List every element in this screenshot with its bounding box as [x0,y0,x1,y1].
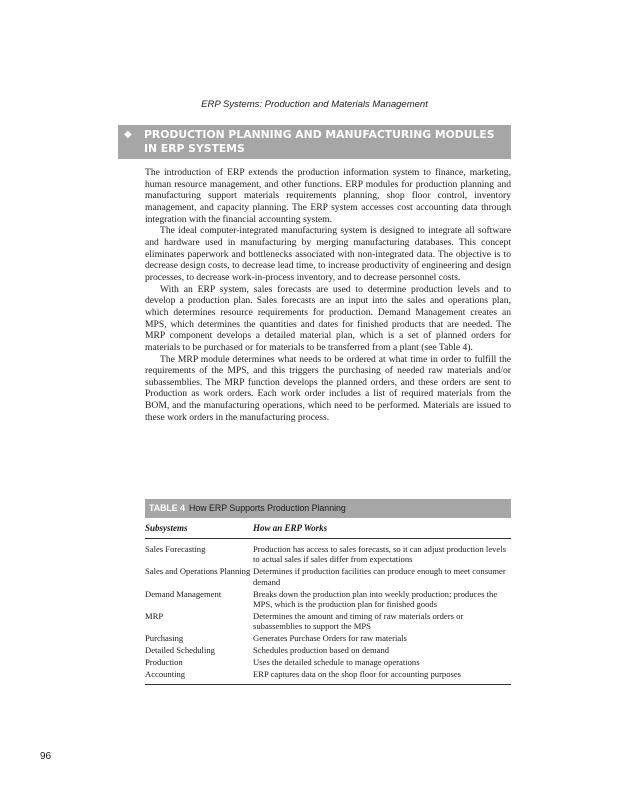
table-cell-subsystem: Sales and Operations Planning [145,566,251,577]
section-title-line-2: IN ERP SYSTEMS [144,142,245,155]
table-row [145,633,511,643]
table-cell-subsystem: MRP [145,610,164,621]
paragraph: The ideal computer-integrated manufacturing system is designed to integrate all software and hardware used in manufacturing by merging manufacturing databases. This concept eliminates paperwork and bottlenecks associated with non-integrated data. The objective is to decrease design costs, to decrease lead time, to increase productivity of engineering and design processes, to decrease work-in-process inventory, and to decrease personnel costs. [145,225,511,283]
table-row [145,611,511,632]
table-header-subsystems: Subsystems [145,523,188,533]
table-row [145,669,511,679]
table-cell-description: Breaks down the production plan into weekly production; produces the MPS, which is the production plan for finished goods [253,588,498,610]
running-head: ERP Systems: Production and Materials Management [201,99,428,110]
table-header [145,523,511,539]
table-cell-subsystem: Accounting [145,668,186,679]
table-row [145,589,511,610]
table-row [145,544,511,565]
page-number: 96 [40,751,52,762]
table-cell-subsystem: Detailed Scheduling [145,645,215,656]
table-cell-description: Determines if production facilities can produce enough to meet consumer demand [253,566,506,587]
section-heading [118,125,511,159]
table-label: TABLE 4 [149,503,186,513]
section-title-line-1: PRODUCTION PLANNING AND MANUFACTURING MODULES [144,128,495,141]
diamond-bullet-icon: ◆ [124,129,132,140]
table-cell-description: Production has access to sales forecasts, so it can adjust production levels to actual sales if sales differ from expectations [253,544,506,565]
table-row [145,566,511,587]
table-cell-description: Uses the detailed schedule to manage operations [253,657,420,668]
table-header-how-erp-works: How an ERP Works [253,523,328,533]
table-cell-description: Determines the amount and timing of raw materials orders or subassemblies to support the MPS [253,610,464,632]
section-title [144,128,504,156]
table-cell-description: Schedules production based on demand [253,645,390,656]
table-row [145,645,511,655]
table-cell-description: Generates Purchase Orders for raw materials [253,633,407,644]
paragraph: With an ERP system, sales forecasts are used to determine production levels and to develop a production plan. Sales forecasts are an input into the sales and operations plan, which determines resource requirements for production. Demand Management creates an MPS, which determines the quantities and dates for finished products that are needed. The MRP component develops a detailed material plan, which is a set of planned orders for materials to be purchased or for materials to be transferred from a plant (see Table 4). [145,283,511,353]
body-text [145,167,511,423]
table-caption: How ERP Supports Production Planning [189,503,346,513]
paragraph: The MRP module determines what needs to be ordered at what time in order to fulfill the requirements of the MPS, and this triggers the purchasing of needed raw materials and/or subassemblies. The MRP function develops the planned orders, and these orders are sent to Production as work orders. Each work order includes a list of required materials from the BOM, and the manufacturing operations, which need to be performed. Materials are issued to these work orders in the manufacturing process. [145,353,511,423]
table-body [145,544,511,681]
table-cell-subsystem: Demand Management [145,588,222,599]
paragraph: The introduction of ERP extends the production information system to finance, marketing, human resource management, and other functions. ERP modules for production planning and manufacturing support materials requirements planning, shop floor control, inventory management, and capacity planning. The ERP system accesses cost accounting data through integration with the financial accounting system. [145,167,511,225]
table-cell-subsystem: Purchasing [145,633,184,644]
table-cell-subsystem: Sales Forecasting [145,544,206,554]
table-cell-description: ERP captures data on the shop floor for accounting purposes [253,668,462,679]
table-title-bar [145,499,511,518]
table-bottom-rule [145,684,511,685]
table-row [145,657,511,667]
table-cell-subsystem: Production [145,657,183,668]
